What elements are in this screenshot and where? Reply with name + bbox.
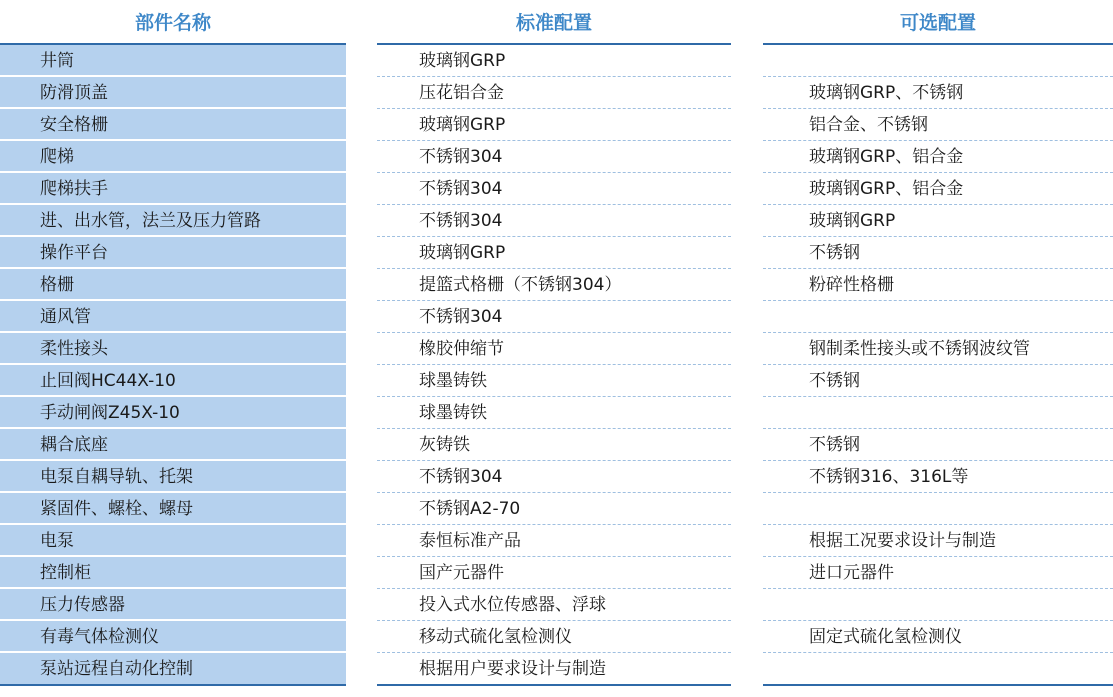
optional-config-cell: 钢制柔性接头或不锈钢波纹管 bbox=[763, 333, 1113, 365]
standard-config-cell: 玻璃钢GRP bbox=[377, 237, 731, 269]
optional-config-cell: 固定式硫化氢检测仪 bbox=[763, 621, 1113, 653]
standard-config-cell: 玻璃钢GRP bbox=[377, 109, 731, 141]
optional-config-cell: 玻璃钢GRP、不锈钢 bbox=[763, 77, 1113, 109]
component-name-cell: 手动闸阀Z45X-10 bbox=[0, 397, 346, 429]
component-name-cell: 柔性接头 bbox=[0, 333, 346, 365]
standard-config-cell: 不锈钢304 bbox=[377, 461, 731, 493]
component-name-cell: 通风管 bbox=[0, 301, 346, 333]
standard-config-cell: 球墨铸铁 bbox=[377, 365, 731, 397]
standard-config-cell: 橡胶伸缩节 bbox=[377, 333, 731, 365]
component-name-cell: 有毒气体检测仪 bbox=[0, 621, 346, 653]
optional-config-cell bbox=[763, 653, 1113, 686]
optional-config-cell: 玻璃钢GRP、铝合金 bbox=[763, 141, 1113, 173]
component-name-cell: 电泵 bbox=[0, 525, 346, 557]
component-name-cell: 安全格栅 bbox=[0, 109, 346, 141]
header-component-name: 部件名称 bbox=[0, 0, 346, 45]
standard-config-cell: 不锈钢304 bbox=[377, 173, 731, 205]
standard-config-cell: 移动式硫化氢检测仪 bbox=[377, 621, 731, 653]
optional-config-cell bbox=[763, 301, 1113, 333]
component-name-cell: 操作平台 bbox=[0, 237, 346, 269]
standard-config-cell: 投入式水位传感器、浮球 bbox=[377, 589, 731, 621]
standard-config-cell: 不锈钢304 bbox=[377, 205, 731, 237]
optional-config-cell: 进口元器件 bbox=[763, 557, 1113, 589]
component-name-cell: 进、出水管，法兰及压力管路 bbox=[0, 205, 346, 237]
component-name-cell: 爬梯 bbox=[0, 141, 346, 173]
component-name-cell: 泵站远程自动化控制 bbox=[0, 653, 346, 686]
optional-config-cell bbox=[763, 589, 1113, 621]
optional-config-cell: 根据工况要求设计与制造 bbox=[763, 525, 1113, 557]
standard-config-cell: 球墨铸铁 bbox=[377, 397, 731, 429]
optional-config-cell: 不锈钢 bbox=[763, 365, 1113, 397]
standard-config-cell: 不锈钢304 bbox=[377, 141, 731, 173]
header-standard-config: 标准配置 bbox=[377, 0, 731, 45]
standard-config-cell: 国产元器件 bbox=[377, 557, 731, 589]
optional-config-cell bbox=[763, 397, 1113, 429]
component-name-cell: 止回阀HC44X-10 bbox=[0, 365, 346, 397]
column-standard-config bbox=[377, 0, 731, 686]
component-name-cells bbox=[0, 45, 346, 686]
component-name-cell: 爬梯扶手 bbox=[0, 173, 346, 205]
component-name-cell: 电泵自耦导轨、托架 bbox=[0, 461, 346, 493]
standard-config-cell: 提篮式格栅（不锈钢304） bbox=[377, 269, 731, 301]
optional-config-cell bbox=[763, 493, 1113, 525]
component-name-cell: 压力传感器 bbox=[0, 589, 346, 621]
optional-config-cell bbox=[763, 45, 1113, 77]
standard-config-cell: 压花铝合金 bbox=[377, 77, 731, 109]
standard-config-cell: 不锈钢A2-70 bbox=[377, 493, 731, 525]
optional-config-cell: 玻璃钢GRP bbox=[763, 205, 1113, 237]
component-name-cell: 防滑顶盖 bbox=[0, 77, 346, 109]
optional-config-cell: 粉碎性格栅 bbox=[763, 269, 1113, 301]
component-name-cell: 紧固件、螺栓、螺母 bbox=[0, 493, 346, 525]
column-component-name bbox=[0, 0, 346, 686]
column-optional-config bbox=[763, 0, 1113, 686]
optional-config-cell: 不锈钢 bbox=[763, 429, 1113, 461]
standard-config-cells bbox=[377, 45, 731, 686]
optional-config-cells bbox=[763, 45, 1113, 686]
standard-config-cell: 根据用户要求设计与制造 bbox=[377, 653, 731, 686]
standard-config-cell: 灰铸铁 bbox=[377, 429, 731, 461]
standard-config-cell: 玻璃钢GRP bbox=[377, 45, 731, 77]
optional-config-cell: 不锈钢 bbox=[763, 237, 1113, 269]
optional-config-cell: 玻璃钢GRP、铝合金 bbox=[763, 173, 1113, 205]
component-name-cell: 井筒 bbox=[0, 45, 346, 77]
component-name-cell: 格栅 bbox=[0, 269, 346, 301]
component-name-cell: 控制柜 bbox=[0, 557, 346, 589]
component-name-cell: 耦合底座 bbox=[0, 429, 346, 461]
standard-config-cell: 泰恒标准产品 bbox=[377, 525, 731, 557]
optional-config-cell: 铝合金、不锈钢 bbox=[763, 109, 1113, 141]
optional-config-cell: 不锈钢316、316L等 bbox=[763, 461, 1113, 493]
standard-config-cell: 不锈钢304 bbox=[377, 301, 731, 333]
header-optional-config: 可选配置 bbox=[763, 0, 1113, 45]
